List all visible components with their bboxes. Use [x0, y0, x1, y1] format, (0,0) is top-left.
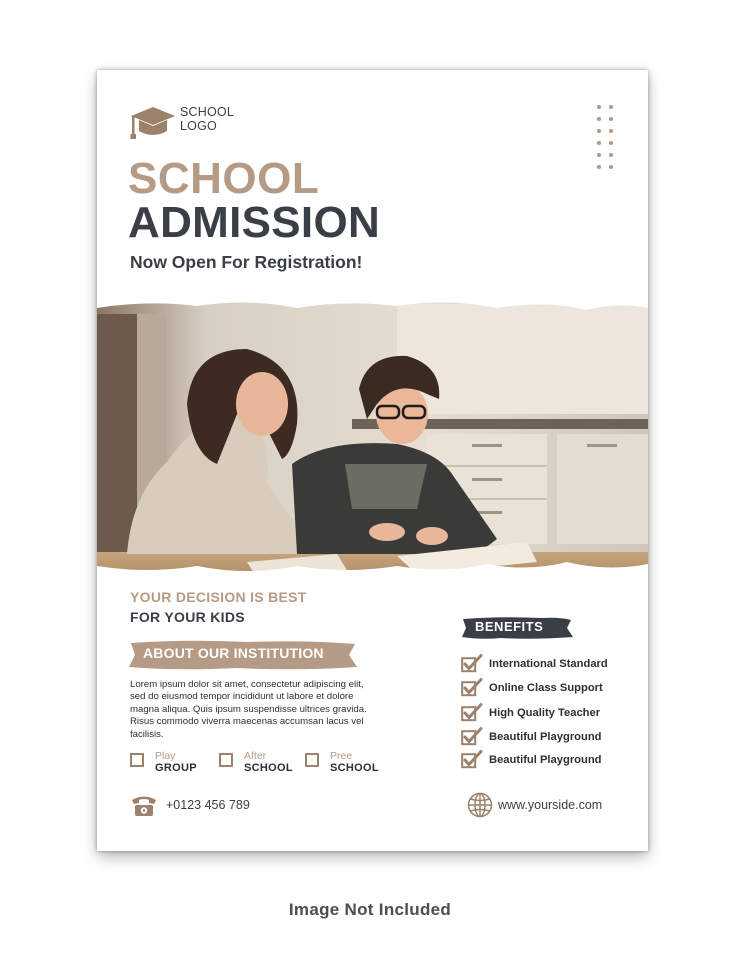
checkmark-box-icon: [461, 703, 483, 723]
benefit-label: Beautiful Playground: [489, 731, 602, 743]
program-small-label: Pree: [330, 750, 353, 762]
benefit-label: Online Class Support: [489, 682, 603, 694]
logo-text: [180, 105, 234, 133]
school-admission-flyer: [97, 70, 648, 851]
checkmark-box-icon: [461, 678, 483, 698]
benefit-label: High Quality Teacher: [489, 707, 601, 719]
website-url: www.yourside.com: [498, 798, 603, 812]
decorative-dots: [595, 103, 619, 175]
title-admission: ADMISSION: [128, 198, 381, 247]
phone-number: +0123 456 789: [166, 798, 250, 812]
graduation-cap-icon: [130, 104, 176, 140]
benefit-item: [461, 750, 641, 774]
benefit-item: [461, 654, 641, 678]
image-not-included-caption: Image Not Included: [288, 900, 452, 919]
program-small-label: Play: [155, 750, 176, 762]
benefit-item: [461, 703, 641, 727]
checkmark-box-icon: [461, 654, 483, 674]
benefit-item: [461, 727, 641, 751]
benefit-item: [461, 678, 641, 702]
checkmark-box-icon: [461, 750, 483, 770]
benefit-label: Beautiful Playground: [489, 754, 602, 766]
logo-line-2: LOGO: [180, 119, 217, 133]
subtitle: Now Open For Registration!: [130, 252, 363, 272]
telephone-icon: [130, 793, 158, 817]
program-big-label: SCHOOL: [244, 762, 293, 774]
checkmark-box-icon: [461, 727, 483, 747]
tagline-line-2: FOR YOUR KIDS: [130, 609, 245, 625]
benefits-heading: BENEFITS: [475, 619, 544, 634]
hero-photo: [97, 294, 648, 582]
program-big-label: SCHOOL: [330, 762, 379, 774]
program-small-label: After: [244, 750, 267, 762]
globe-icon: [467, 792, 493, 818]
tagline-line-1: YOUR DECISION IS BEST: [130, 589, 307, 605]
about-text: Lorem ipsum dolor sit amet, consectetur adipiscing elit, sed do eiusmod tempor incididunt ut labore et dolore magna aliqua. Quis ipsum suspendisse ultrices gravida. Risus commodo viverra maecenas accumsan lacus vel facilisis.: [130, 679, 367, 740]
checkbox-square: [305, 753, 319, 767]
about-heading: ABOUT OUR INSTITUTION: [143, 645, 324, 661]
benefit-label: International Standard: [489, 658, 608, 670]
logo-line-1: SCHOOL: [180, 105, 234, 119]
title-school: SCHOOL: [128, 154, 320, 203]
checkbox-square: [130, 753, 144, 767]
program-big-label: GROUP: [155, 762, 197, 774]
checkbox-square: [219, 753, 233, 767]
